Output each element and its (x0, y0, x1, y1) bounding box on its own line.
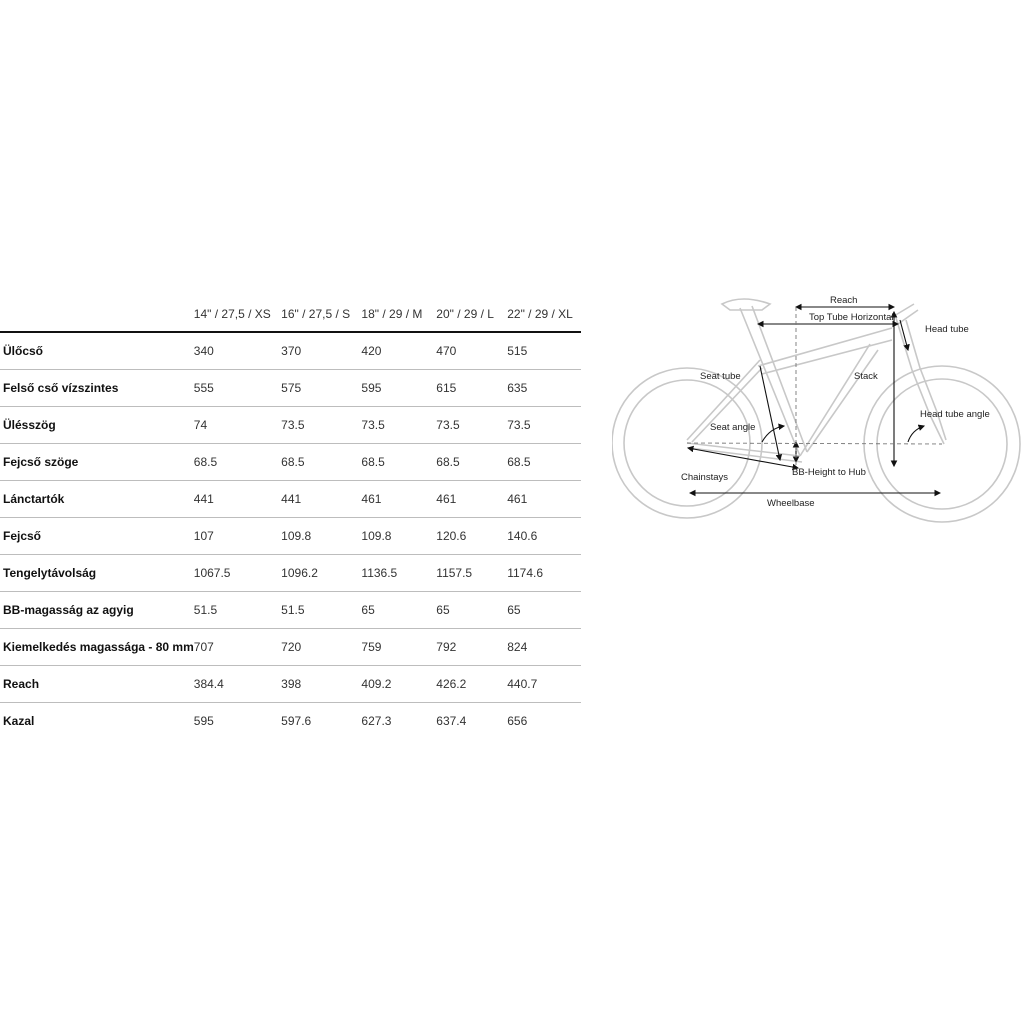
label-seat-tube: Seat tube (700, 371, 741, 382)
cell-value-s: 1096.2 (281, 555, 361, 592)
chainstay-line (688, 448, 798, 468)
row-label: Ülőcső (0, 332, 194, 370)
cell-value-m: 68.5 (361, 444, 436, 481)
table-body (0, 332, 581, 739)
cell-value-s: 597.6 (281, 714, 312, 728)
label-head-tube-angle: Head tube angle (920, 409, 990, 420)
cell-value-xl: 73.5 (507, 407, 581, 444)
hub-horizontal-dashed (687, 443, 942, 444)
cell-value-l: 1157.5 (436, 555, 507, 592)
table-row (0, 481, 581, 518)
head-tube-angle-arc (908, 426, 924, 442)
cell-value-m: 595 (361, 370, 436, 407)
row-label: Reach (0, 666, 194, 703)
cell-value-xl: 140.6 (507, 518, 581, 555)
table-row (0, 703, 581, 740)
cell-value-xl: 461 (507, 481, 581, 518)
cell-value-l: 792 (436, 629, 507, 666)
cell-value-l: 120.6 (436, 518, 507, 555)
label-bb-height: BB-Height to Hub (792, 467, 866, 478)
bike-geometry-diagram (612, 290, 1022, 530)
cell-value-m: 461 (361, 481, 436, 518)
cell-value-m: 420 (361, 332, 436, 370)
cell-value-l: 615 (436, 370, 507, 407)
cell-value-m: 65 (361, 592, 436, 629)
geometry-table (0, 296, 581, 739)
cell-value-xs: 707 (194, 629, 281, 666)
row-label: Felső cső vízszintes (0, 370, 194, 407)
cell-value-s: 575 (281, 370, 361, 407)
table-row (0, 407, 581, 444)
label-top-tube: Top Tube Horizontal (809, 312, 894, 323)
cell-value-xs: 384.4 (194, 666, 281, 703)
column-header-size-l: 20" / 29 / L (436, 296, 507, 332)
reference-lines (687, 307, 942, 468)
table-header-row (0, 296, 581, 332)
cell-value-s: 398 (281, 666, 361, 703)
row-label: BB-magasság az agyig (0, 592, 194, 629)
diagram-labels (681, 295, 990, 509)
column-header-label (0, 296, 194, 332)
cell-value-xs: 555 (194, 370, 281, 407)
cell-value-m: 1136.5 (361, 555, 436, 592)
row-label: Lánctartók (0, 481, 194, 518)
cell-value-l: 65 (436, 592, 507, 629)
cell-value-xl: 68.5 (507, 444, 581, 481)
label-seat-angle: Seat angle (710, 422, 756, 433)
column-header-size-m: 18" / 29 / M (361, 296, 436, 332)
cell-value-m: 627.3 (361, 714, 392, 728)
top-tube-outline (758, 328, 892, 374)
column-header-size-s: 16" / 27,5 / S (281, 296, 361, 332)
cell-value-l: 470 (436, 332, 507, 370)
cell-value-m: 109.8 (361, 518, 436, 555)
cell-value-xl: 656 (507, 714, 528, 728)
cell-value-xs: 441 (194, 481, 281, 518)
cell-value-s: 68.5 (281, 444, 361, 481)
label-wheelbase: Wheelbase (767, 498, 815, 509)
row-label: Fejcső (0, 518, 194, 555)
cell-value-l: 68.5 (436, 444, 507, 481)
cell-value-s: 370 (281, 332, 361, 370)
table-row (0, 370, 581, 407)
row-label: Tengelytávolság (0, 555, 194, 592)
cell-value-s: 109.8 (281, 518, 361, 555)
cell-value-xs: 595 (193, 714, 214, 728)
cell-value-xs: 51.5 (194, 592, 281, 629)
cell-value-xs: 1067.5 (194, 555, 281, 592)
column-header-size-xs: 14" / 27,5 / XS (194, 296, 281, 332)
cell-value-m: 409.2 (361, 666, 436, 703)
label-chainstays: Chainstays (681, 472, 728, 483)
cell-value-l: 637.4 (436, 714, 467, 728)
cell-value-m: 73.5 (361, 407, 436, 444)
cell-value-xl: 1174.6 (507, 555, 581, 592)
cell-value-xl: 635 (507, 370, 581, 407)
label-reach: Reach (830, 295, 858, 306)
label-head-tube: Head tube (925, 324, 969, 335)
cell-value-s: 73.5 (281, 407, 361, 444)
cell-value-m: 759 (361, 629, 436, 666)
cell-value-xl: 515 (507, 332, 581, 370)
table-row (0, 332, 581, 370)
table-row (0, 629, 581, 666)
cell-value-s: 441 (281, 481, 361, 518)
row-label: Ülésszög (0, 407, 194, 444)
row-label: Kiemelkedés magassága - 80 mm (0, 629, 194, 666)
cell-value-l: 461 (436, 481, 507, 518)
cell-value-xl: 440.7 (507, 666, 581, 703)
table-row (0, 666, 581, 703)
table-row (0, 518, 581, 555)
cell-value-xl: 65 (507, 592, 581, 629)
label-stack: Stack (854, 371, 878, 382)
cell-value-xs: 74 (194, 407, 281, 444)
table-row (0, 555, 581, 592)
cell-value-xs: 340 (194, 332, 281, 370)
dimension-lines (688, 307, 940, 493)
table-row (0, 444, 581, 481)
cell-value-xs: 68.5 (194, 444, 281, 481)
cell-value-s: 720 (281, 629, 361, 666)
chainstay-outline (687, 443, 802, 462)
saddle (722, 299, 770, 310)
column-header-size-xl: 22" / 29 / XL (507, 296, 581, 332)
cell-value-s: 51.5 (281, 592, 361, 629)
row-label: Kazal (3, 714, 35, 728)
cell-value-l: 73.5 (436, 407, 507, 444)
row-label: Fejcső szöge (0, 444, 194, 481)
fork-outline (896, 318, 946, 444)
cell-value-xs: 107 (194, 518, 281, 555)
cell-value-l: 426.2 (436, 666, 507, 703)
table-row (0, 592, 581, 629)
cell-value-xl: 824 (507, 629, 581, 666)
